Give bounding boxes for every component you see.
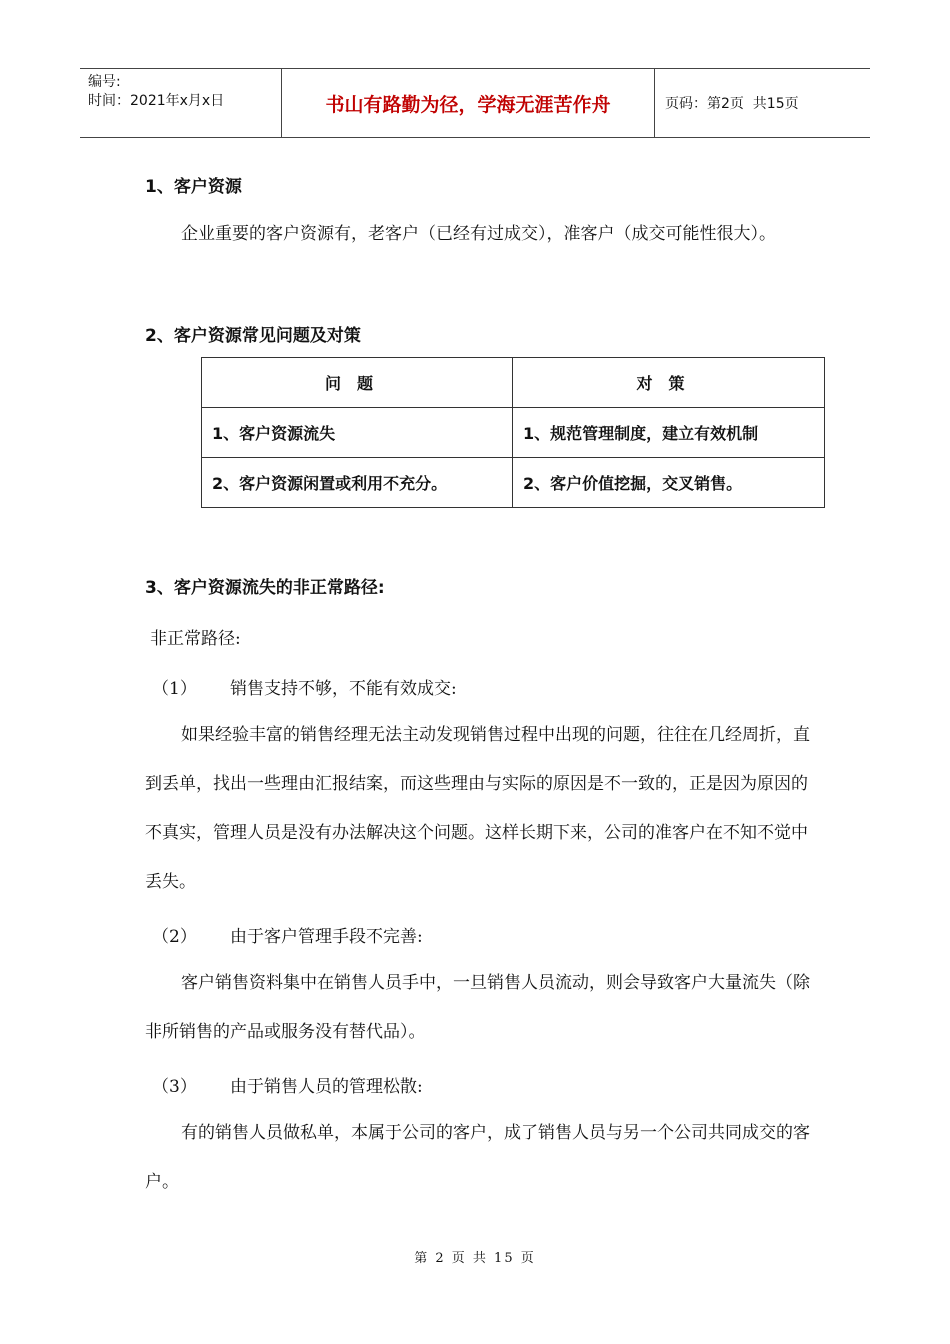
item-1-body: 如果经验丰富的销售经理无法主动发现销售过程中出现的问题，往往在几经周折，直到丢单，找出一些理由汇报结案，而这些理由与实际的原因是不一致的，正是因为原因的不真实，管理人员是没有办法解决这个问题。这样长期下来，公司的准客户在不知不觉中丢失。 (145, 725, 810, 892)
section1-body: 企业重要的客户资源有，老客户（已经有过成交），准客户（成交可能性很大）。 (181, 224, 776, 244)
header-meta (80, 69, 282, 137)
table-header-solution: 对策 (513, 358, 825, 408)
problems-solutions-table (201, 357, 825, 508)
item-1-title: 销售支持不够，不能有效成交: (230, 679, 457, 699)
item-1-heading (152, 674, 457, 699)
section3-title: 3、客户资源流失的非正常路径: (145, 578, 385, 598)
item-3-body: 有的销售人员做私单，本属于公司的客户，成了销售人员与另一个公司共同成交的客户。 (145, 1123, 810, 1192)
item-2-body: 客户销售资料集中在销售人员手中，一旦销售人员流动，则会导致客户大量流失（除非所销售的产品或服务没有替代品）。 (145, 973, 810, 1042)
doc-number-label: 编号: (88, 74, 121, 90)
item-2-number: （2） (152, 927, 197, 947)
header-motto: 书山有路勤为径，学海无涯苦作舟 (282, 69, 655, 137)
doc-time-label: 时间：2021年x月x日 (88, 93, 225, 109)
page-header (80, 68, 870, 138)
section3-intro: 非正常路径: (150, 629, 241, 649)
page-footer: 第 2 页 共 15 页 (414, 1251, 536, 1266)
item-3-number: （3） (152, 1077, 197, 1097)
table-cell: 2、客户价值挖掘，交叉销售。 (513, 458, 825, 508)
item-2-heading (152, 922, 423, 947)
header-page-info (655, 69, 870, 137)
header-page-info-text: 页码：第2页 共15页 (665, 96, 799, 112)
table-cell: 1、规范管理制度，建立有效机制 (513, 408, 825, 458)
table-header-problem: 问题 (202, 358, 513, 408)
table-cell: 1、客户资源流失 (202, 408, 513, 458)
table-cell: 2、客户资源闲置或利用不充分。 (202, 458, 513, 508)
section2-title: 2、客户资源常见问题及对策 (145, 326, 361, 346)
item-3-title: 由于销售人员的管理松散: (230, 1077, 423, 1097)
item-1-number: （1） (152, 679, 197, 699)
table-header-row (202, 358, 825, 408)
table-row (202, 408, 825, 458)
item-2-title: 由于客户管理手段不完善: (230, 927, 423, 947)
table-row (202, 458, 825, 508)
item-3-heading (152, 1072, 423, 1097)
section1-title: 1、客户资源 (145, 177, 242, 197)
